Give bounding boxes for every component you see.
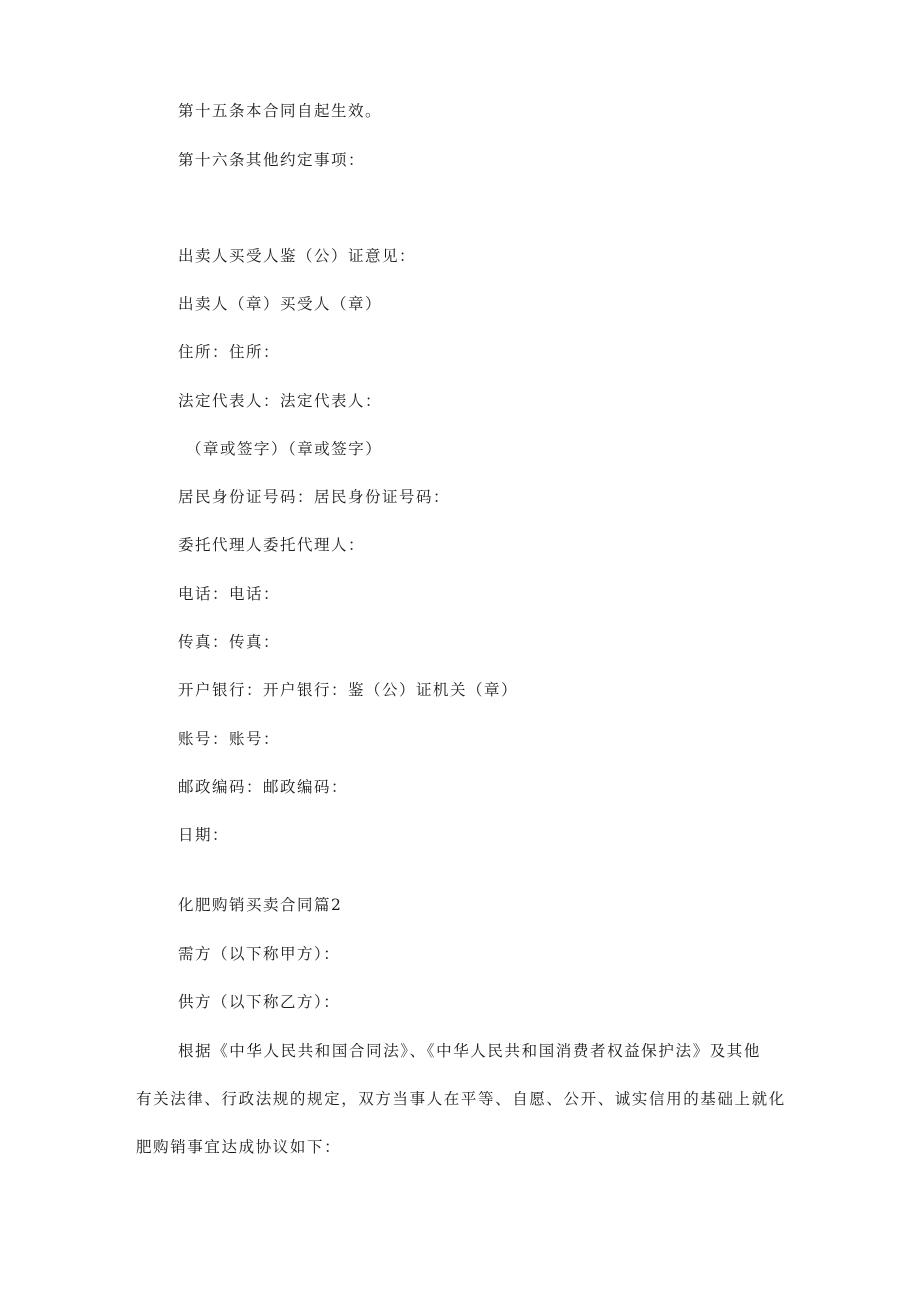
paragraph-line: 根据《中华人民共和国合同法》、《中华人民共和国消费者权益保护法》及其他 [178,1042,762,1060]
account-line: 账号：账号： [178,730,281,748]
bank-line: 开户银行：开户银行：鉴（公）证机关（章） [178,681,519,699]
agent-line: 委托代理人委托代理人： [178,536,366,554]
postal-code-line: 邮政编码：邮政编码： [178,778,349,796]
fax-line: 传真：传真： [178,633,281,651]
paragraph-line: 有关法律、行政法规的规定，双方当事人在平等、自愿、公开、诚实信用的基础上就化 [136,1090,786,1108]
clause-15: 第十五条本合同自起生效。 [178,102,383,120]
signature-line: （章或签字）（章或签字） [186,440,383,458]
paragraph-line: 肥购销事宜达成协议如下： [136,1138,342,1156]
notary-opinion-line: 出卖人买受人鉴（公）证意见： [178,247,417,265]
seal-line: 出卖人（章）买受人（章） [178,295,383,313]
id-number-line: 居民身份证号码：居民身份证号码： [178,488,451,506]
legal-representative-line: 法定代表人：法定代表人： [178,392,383,410]
date-line: 日期： [178,826,230,844]
clause-16: 第十六条其他约定事项： [178,151,366,169]
address-line: 住所：住所： [178,343,281,361]
contract-title: 化肥购销买卖合同篇2 [178,896,343,914]
party-a-line: 需方（以下称甲方）： [178,945,341,963]
party-b-line: 供方（以下称乙方）： [178,993,341,1011]
phone-line: 电话：电话： [178,585,281,603]
